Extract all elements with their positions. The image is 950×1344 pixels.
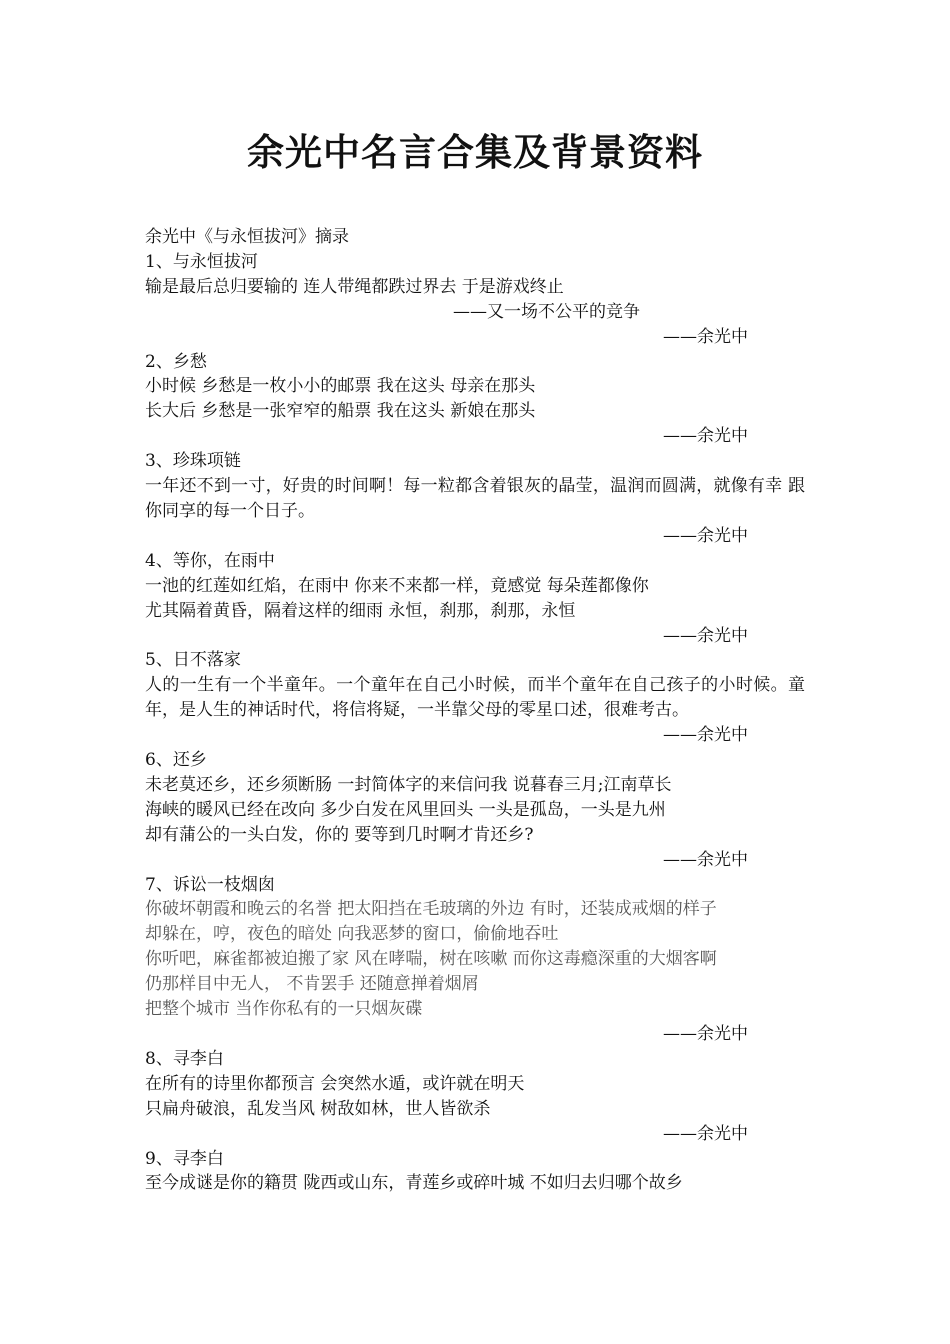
quote-line: 把整个城市 当作你私有的一只烟灰碟 <box>145 999 423 1020</box>
quote-line: 却躲在，哼，夜色的暗处 向我恶梦的窗口，偷偷地吞吐 <box>145 924 559 945</box>
quote-line: 你破坏朝霞和晚云的名誉 把太阳挡在毛玻璃的外边 有时，还装成戒烟的样子 <box>145 899 717 920</box>
quote-paragraph: 人的一生有一个半童年。一个童年在自己小时候，而半个童年在自己孩子的小时候。童年，是人生的神话时代，将信将疑，一半靠父母的零星口述，很难考古。 <box>145 675 805 721</box>
section-heading: 3、珍珠项链 <box>145 451 241 472</box>
quote-line: 输是最后总归要输的 连人带绳都跌过界去 于是游戏终止 <box>145 276 564 297</box>
quote-line: 至今成谜是你的籍贯 陇西或山东，青莲乡或碎叶城 不如归去归哪个故乡 <box>145 1173 683 1194</box>
quote-line: 长大后 乡愁是一张窄窄的船票 我在这头 新娘在那头 <box>145 401 536 422</box>
intro-line: 余光中《与永恒拔河》摘录 <box>145 227 349 247</box>
quote-line: 尤其隔着黄昏，隔着这样的细雨 永恒，刹那，刹那，永恒 <box>145 600 576 621</box>
author-signature: ——余光中 <box>663 426 748 447</box>
document-title: 余光中名言合集及背景资料 <box>247 131 703 174</box>
quote-line: 却有蒲公的一头白发，你的 要等到几时啊才肯还乡? <box>145 824 534 845</box>
section-heading: 6、还乡 <box>145 750 207 771</box>
author-signature: ——余光中 <box>663 1024 748 1044</box>
section-heading: 5、日不落家 <box>145 650 241 671</box>
quote-line: 未老莫还乡，还乡须断肠 一封简体字的来信问我 说暮春三月;江南草长 <box>145 774 672 795</box>
author-signature: ——余光中 <box>663 326 748 347</box>
quote-subtitle: ——又一场不公平的竞争 <box>453 301 640 322</box>
quote-paragraph: 一年还不到一寸，好贵的时间啊！每一粒都含着银灰的晶莹，温润而圆满，就像有幸 跟你同享的每一个日子。 <box>145 476 805 521</box>
quote-line: 只扁舟破浪，乱发当风 树敌如林，世人皆欲杀 <box>145 1098 491 1119</box>
quote-line: 你听吧，麻雀都被迫搬了家 风在哮喘，树在咳嗽 而你这毒瘾深重的大烟客啊 <box>145 949 717 970</box>
section-heading: 4、等你，在雨中 <box>145 550 275 571</box>
section-heading: 7、诉讼一枝烟囱 <box>145 874 275 895</box>
quote-line: 仍那样目中无人， 不肯罢手 还随意掸着烟屑 <box>145 974 479 995</box>
section-heading: 2、乡愁 <box>145 351 207 372</box>
document-body <box>145 225 805 1196</box>
quote-line: 海峡的暖风已经在改向 多少白发在风里回头 一头是孤岛，一头是九州 <box>145 799 666 820</box>
section-heading: 1、与永恒拔河 <box>145 251 258 272</box>
author-signature: ——余光中 <box>663 725 748 746</box>
author-signature: ——余光中 <box>663 849 748 870</box>
quote-line: 在所有的诗里你都预言 会突然水遁，或许就在明天 <box>145 1073 525 1094</box>
author-signature: ——余光中 <box>663 625 748 646</box>
author-signature: ——余光中 <box>663 525 748 546</box>
section-heading: 8、寻李白 <box>145 1048 224 1069</box>
author-signature: ——余光中 <box>663 1123 748 1144</box>
quote-line: 小时候 乡愁是一枚小小的邮票 我在这头 母亲在那头 <box>145 376 536 397</box>
quote-line: 一池的红莲如红焰，在雨中 你来不来都一样，竟感觉 每朵莲都像你 <box>145 575 649 596</box>
section-heading: 9、寻李白 <box>145 1148 224 1169</box>
